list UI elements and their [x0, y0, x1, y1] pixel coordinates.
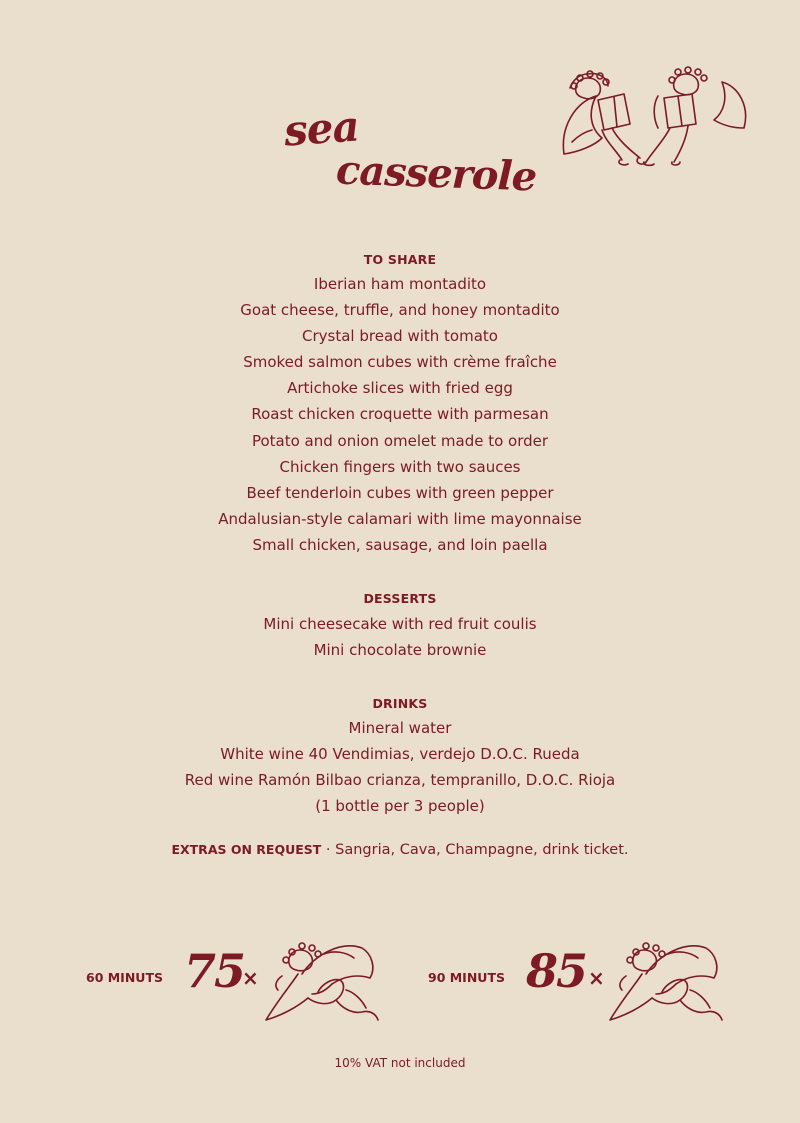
menu-item: Roast chicken croquette with parmesan — [251, 405, 549, 424]
vat-note: 10% VAT not included — [334, 1056, 466, 1070]
menu-item: Chicken fingers with two sauces — [279, 457, 521, 476]
menu-item: Iberian ham montadito — [313, 275, 487, 293]
extras-label: EXTRAS ON REQUEST — [171, 842, 322, 857]
menu-item: Crystal bread with tomato — [302, 327, 498, 346]
extras-text: · Sangria, Cava, Champagne, drink ticket. — [321, 842, 629, 858]
price-currency-symbol: × — [588, 966, 605, 990]
menu-item: Mineral water — [348, 719, 452, 737]
price-value: 85 — [526, 944, 587, 998]
menu-item: Red wine Ramón Bilbao crianza, tempranillo, D.O.C. Rioja — [184, 771, 616, 790]
price-value: 75 — [184, 944, 245, 998]
menu-item: (1 bottle per 3 people) — [315, 797, 485, 816]
angel-icon — [262, 934, 384, 1026]
price-duration-label: 60 MINUTS — [86, 970, 163, 985]
brand-logo — [280, 101, 537, 204]
price-duration-label: 90 MINUTS — [428, 970, 505, 985]
brand-line-1: sea — [282, 101, 361, 156]
price-currency-symbol: × — [242, 966, 259, 990]
share-items-list — [0, 271, 800, 558]
brand-line-2: casserole — [335, 146, 537, 201]
desserts-items-list — [0, 611, 800, 663]
menu-item: Goat cheese, truffle, and honey montadito — [240, 301, 560, 320]
drinks-items-list — [0, 715, 800, 819]
angels-reading-icon — [558, 66, 750, 170]
menu-item: Beef tenderloin cubes with green pepper — [246, 483, 554, 502]
menu-item: Artichoke slices with fried egg — [287, 379, 513, 398]
menu-item: Small chicken, sausage, and loin paella — [252, 535, 548, 554]
menu-item: Andalusian-style calamari with lime mayonnaise — [218, 509, 582, 528]
menu-item: White wine 40 Vendimias, verdejo D.O.C. Rueda — [220, 745, 580, 764]
extras-note — [0, 842, 800, 858]
section-title-drinks: DRINKS — [372, 696, 428, 711]
angel-icon — [606, 934, 728, 1026]
menu-item: Mini chocolate brownie — [313, 641, 487, 660]
section-title-desserts: DESSERTS — [363, 591, 437, 606]
menu-item: Potato and onion omelet made to order — [251, 431, 549, 450]
menu-item: Smoked salmon cubes with crème fraîche — [243, 353, 557, 372]
menu-item: Mini cheesecake with red fruit coulis — [263, 615, 537, 633]
section-title-to-share: TO SHARE — [363, 252, 437, 267]
